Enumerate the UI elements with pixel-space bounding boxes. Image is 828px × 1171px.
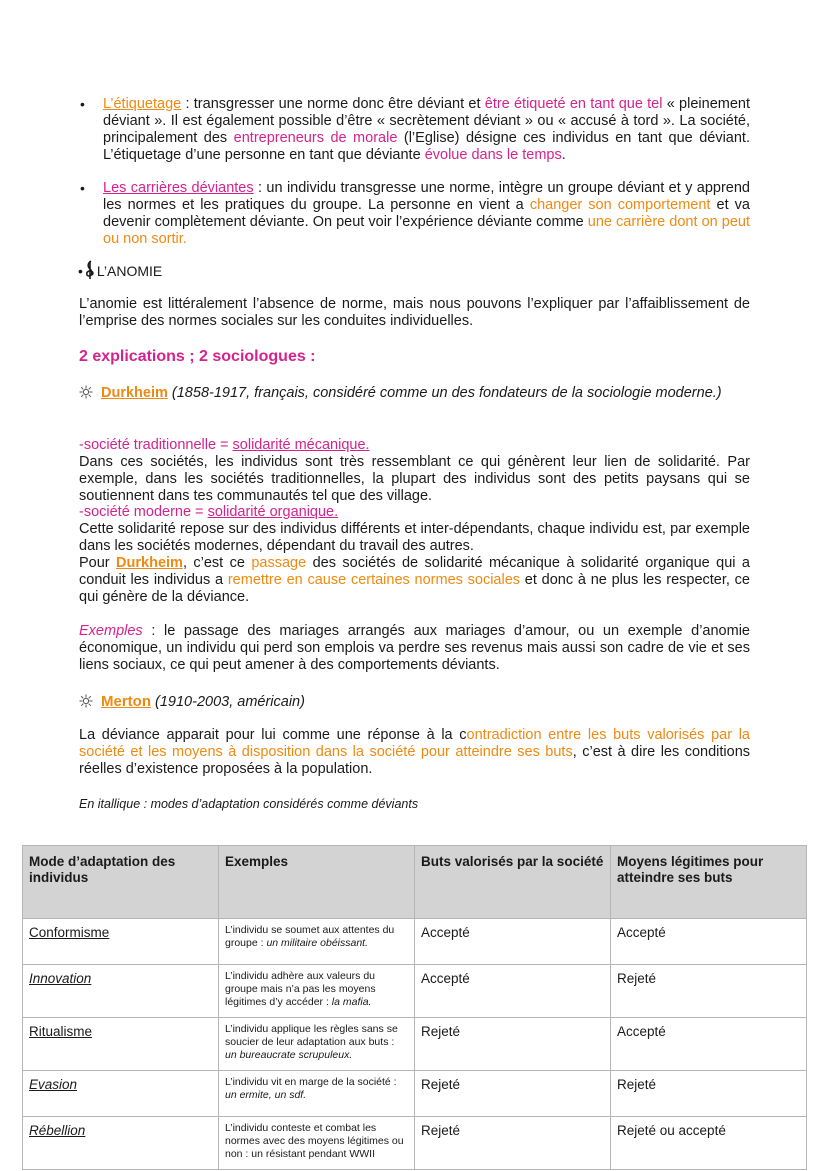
header-exemples: Exemples [219,846,415,919]
example-cell: L’individu vit en marge de la société : un ermite, un sdf. [219,1071,415,1117]
bullet-marker: • [78,263,83,279]
durkheim-traditional: -société traditionnelle = solidarité mécanique. [79,437,370,453]
mode-cell: Ritualisme [23,1018,219,1071]
bullet-marker: • [80,96,85,112]
anomie-definition: L’anomie est littéralement l’absence de norme, mais nous pouvons l’expliquer par l’affaiblissement de l’emprise des normes sociales sur les conduites individuelles. [79,296,750,329]
merton-name: Merton [101,693,151,710]
solidarite-organique-link: solidarité organique. [207,504,339,520]
moyens-cell: Accepté [611,1018,807,1071]
table-row [23,919,807,965]
mode-cell: Conformisme [23,919,219,965]
section-heading-anomie: • L’ANOMIE [78,260,162,280]
moyens-cell: Rejeté [611,1071,807,1117]
moyens-cell: Rejeté [611,965,807,1018]
sun-bullet-icon [79,385,93,399]
table-header-row [23,846,807,919]
durkheim-heading: Durkheim (1858-1917, français, considéré comme un des fondateurs de la sociologie moderne.) [79,385,750,402]
highlight: changer son comportement [529,197,711,213]
mode-cell: Innovation [23,965,219,1018]
durkheim-conclusion: Pour Durkheim, c’est ce passage des sociétés de solidarité mécanique à solidarité organique qui a conduit les individus a remettre en cause certaines normes sociales et donc à ne plus les respecter, ce qui génère de la déviance. [79,555,750,605]
adaptation-modes-table [22,845,807,1170]
durkheim-traditional-text: Dans ces sociétés, les individus sont très ressemblant ce qui génèrent leur lien de solidarité. Par exemple, dans les sociétés traditionnelles, la plupart des individus sont des petits paysans qui se soutiennent dans tes communautés tel que des village. [79,454,750,504]
moyens-cell: Accepté [611,919,807,965]
header-mode: Mode d’adaptation des individus [23,846,219,919]
table-row [23,1117,807,1170]
example-cell: L’individu se soumet aux attentes du groupe : un militaire obéissant. [219,919,415,965]
bullet-carrieres: Les carrières déviantes : un individu transgresse une norme, intègre un groupe déviant et y apprend les normes et les pratiques du groupe. La personne en vient a changer son comportement et va devenir complètement déviante. On peut voir l’expérience déviante comme une carrière dont on peut ou non sortir. [103,180,750,247]
durkheim-name: Durkheim [101,385,168,401]
table-row [23,1018,807,1071]
solidarite-mecanique-link: solidarité mécanique. [232,437,370,453]
highlight: une carrière dont on peut ou non sortir. [103,214,750,247]
bullet-etiquetage: L’étiquetage : transgresser une norme donc être déviant et être étiqueté en tant que tel « pleinement déviant ». Il est également possible d’être « secrètement déviant » ou « accusé à tord ». La société, principalement des entrepreneurs de morale (l’Eglise) désigne ces individus en tant que déviant. L’étiquetage d’une personne en tant que déviante évolue dans le temps. [103,96,750,163]
example-cell: L’individu applique les règles sans se soucier de leur adaptation aux buts : un bureaucrate scrupuleux. [219,1018,415,1071]
table-row [23,1071,807,1117]
table-row [23,965,807,1018]
bullet-marker: • [80,180,85,196]
term-carrieres: Les carrières déviantes [103,180,254,196]
sun-bullet-icon [79,694,93,708]
italic-note: En itallique : modes d’adaptation considérés comme déviants [79,797,419,811]
durkheim-modern: -société moderne = solidarité organique. [79,504,339,520]
explanations-heading: 2 explications ; 2 sociologues : [79,348,316,365]
buts-cell: Rejeté [415,1117,611,1170]
example-cell: L’individu adhère aux valeurs du groupe mais n’a pas les moyens légitimes d’y accéder : la mafia. [219,965,415,1018]
mode-cell: Rébellion [23,1117,219,1170]
highlight: évolue dans le temps [424,147,562,163]
header-buts: Buts valorisés par la société [415,846,611,919]
header-moyens: Moyens légitimes pour atteindre ses buts [611,846,807,919]
durkheim-examples: Exemples : le passage des mariages arrangés aux mariages d’amour, ou un exemple d’anomie économique, un individu qui perd son emplois va perdre ses revenus mais aussi son cadre de vie et ses liens sociaux, ce qui peut amener à des comportements déviants. [79,623,750,673]
buts-cell: Rejeté [415,1018,611,1071]
merton-text: La déviance apparait pour lui comme une réponse à la contradiction entre les buts valorisés par la société et les moyens à disposition dans la société pour atteindre ses buts, c’est à dire les conditions réelles d’existence proposées à la population. [79,727,751,777]
buts-cell: Rejeté [415,1071,611,1117]
example-cell: L’individu conteste et combat les normes avec des moyens légitimes ou non : un résistant pendant WWII [219,1117,415,1170]
merton-heading: Merton (1910-2003, américain) [79,693,750,711]
moyens-cell: Rejeté ou accepté [611,1117,807,1170]
durkheim-name-inline: Durkheim [116,555,183,571]
mode-cell: Evasion [23,1071,219,1117]
highlight: être étiqueté en tant que tel [484,96,663,112]
term-etiquetage: L’étiquetage [103,96,182,112]
buts-cell: Accepté [415,965,611,1018]
treble-clef-icon [84,260,96,280]
buts-cell: Accepté [415,919,611,965]
durkheim-modern-text: Cette solidarité repose sur des individus différents et inter-dépendants, chaque individu est, par exemple dans les sociétés modernes, dépendant du travail des autres. [79,521,750,554]
highlight: entrepreneurs de morale [233,130,398,146]
